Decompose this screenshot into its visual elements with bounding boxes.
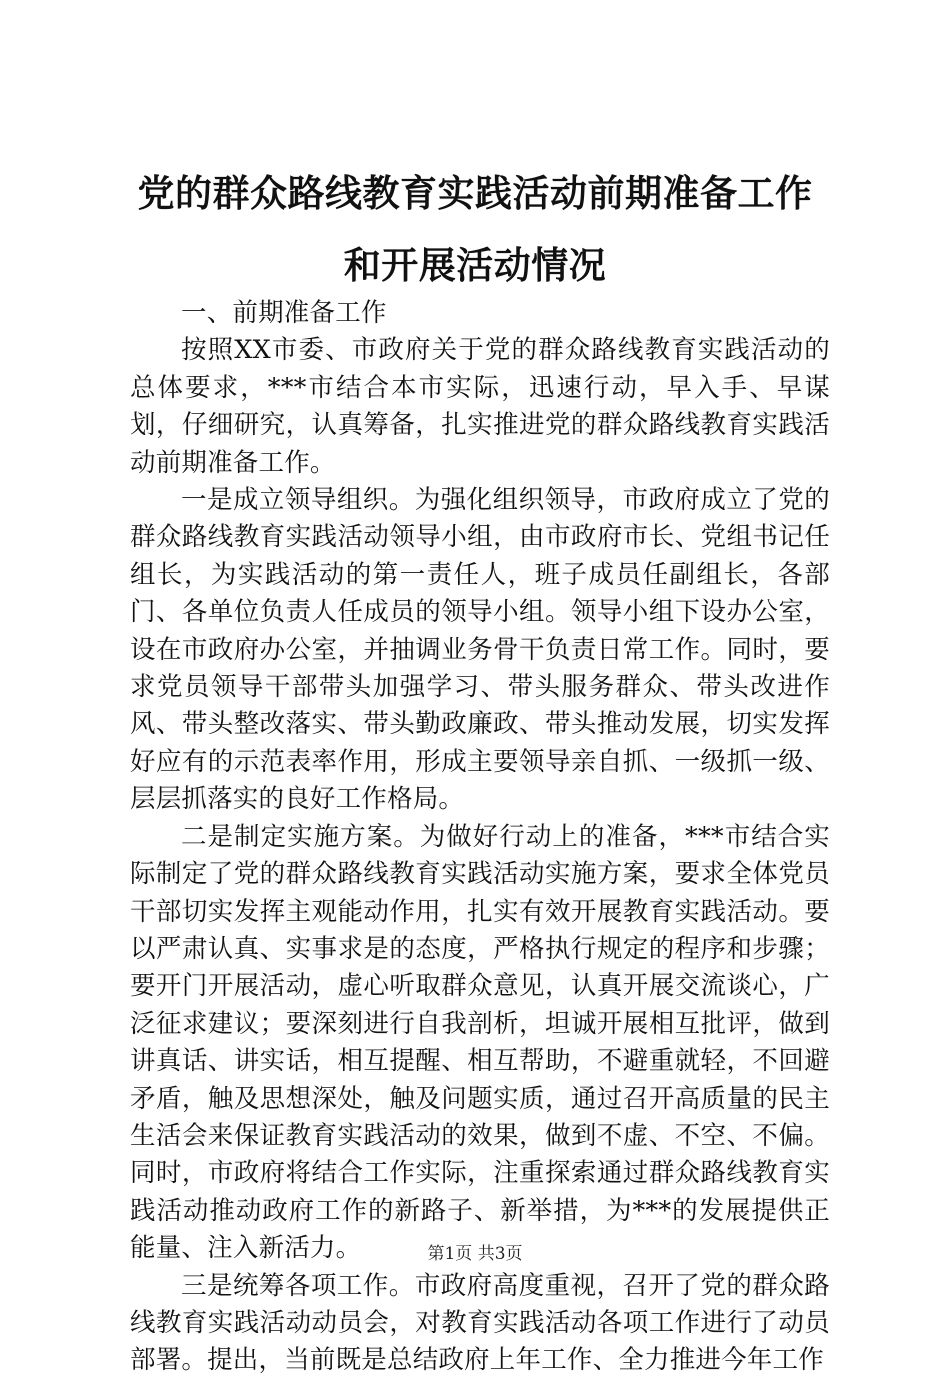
document-title: 党的群众路线教育实践活动前期准备工作和开展活动情况 bbox=[137, 172, 813, 287]
document-body bbox=[130, 295, 830, 1380]
paragraph: 三是统筹各项工作。市政府高度重视，召开了党的群众路线教育实践活动动员会，对教育实践活动各项工作进行了动员部署。提出，当前既是总结政府上年工作、全力推进今年工作 bbox=[130, 1270, 830, 1376]
page-number-footer: 第1页 共3页 bbox=[427, 1244, 523, 1264]
section-heading: 一、前期准备工作 bbox=[181, 298, 387, 328]
paragraph: 一是成立领导组织。为强化组织领导，市政府成立了党的群众路线教育实践活动领导小组，由市政府市长、党组书记任组长，为实践活动的第一责任人，班子成员任副组长，各部门、各单位负责人任成员的领导小组。领导小组下设办公室，设在市政府办公室，并抽调业务骨干负责日常工作。同时，要求党员领导干部带头加强学习、带头服务群众、带头改进作风、带头整改落实、带头勤政廉政、带头推动发展，切实发挥好应有的示范表率作用，形成主要领导亲自抓、一级抓一级、层层抓落实的良好工作格局。 bbox=[130, 485, 830, 815]
paragraph: 按照XX市委、市政府关于党的群众路线教育实践活动的总体要求，***市结合本市实际，迅速行动，早入手、早谋划，仔细研究，认真筹备，扎实推进党的群众路线教育实践活动前期准备工作。 bbox=[130, 335, 830, 478]
paragraph: 二是制定实施方案。为做好行动上的准备，***市结合实际制定了党的群众路线教育实践活动实施方案，要求全体党员干部切实发挥主观能动作用，扎实有效开展教育实践活动。要以严肃认真、实事求是的态度，严格执行规定的程序和步骤；要开门开展活动，虚心听取群众意见，认真开展交流谈心，广泛征求建议；要深刻进行自我剖析，坦诚开展相互批评，做到讲真话、讲实话，相互提醒、相互帮助，不避重就轻，不回避矛盾，触及思想深处，触及问题实质，通过召开高质量的民主生活会来保证教育实践活动的效果，做到不虚、不空、不偏。同时，市政府将结合工作实际，注重探索通过群众路线教育实践活动推动政府工作的新路子、新举措，为***的发展提供正能量、注入新活力。 bbox=[130, 821, 830, 1264]
